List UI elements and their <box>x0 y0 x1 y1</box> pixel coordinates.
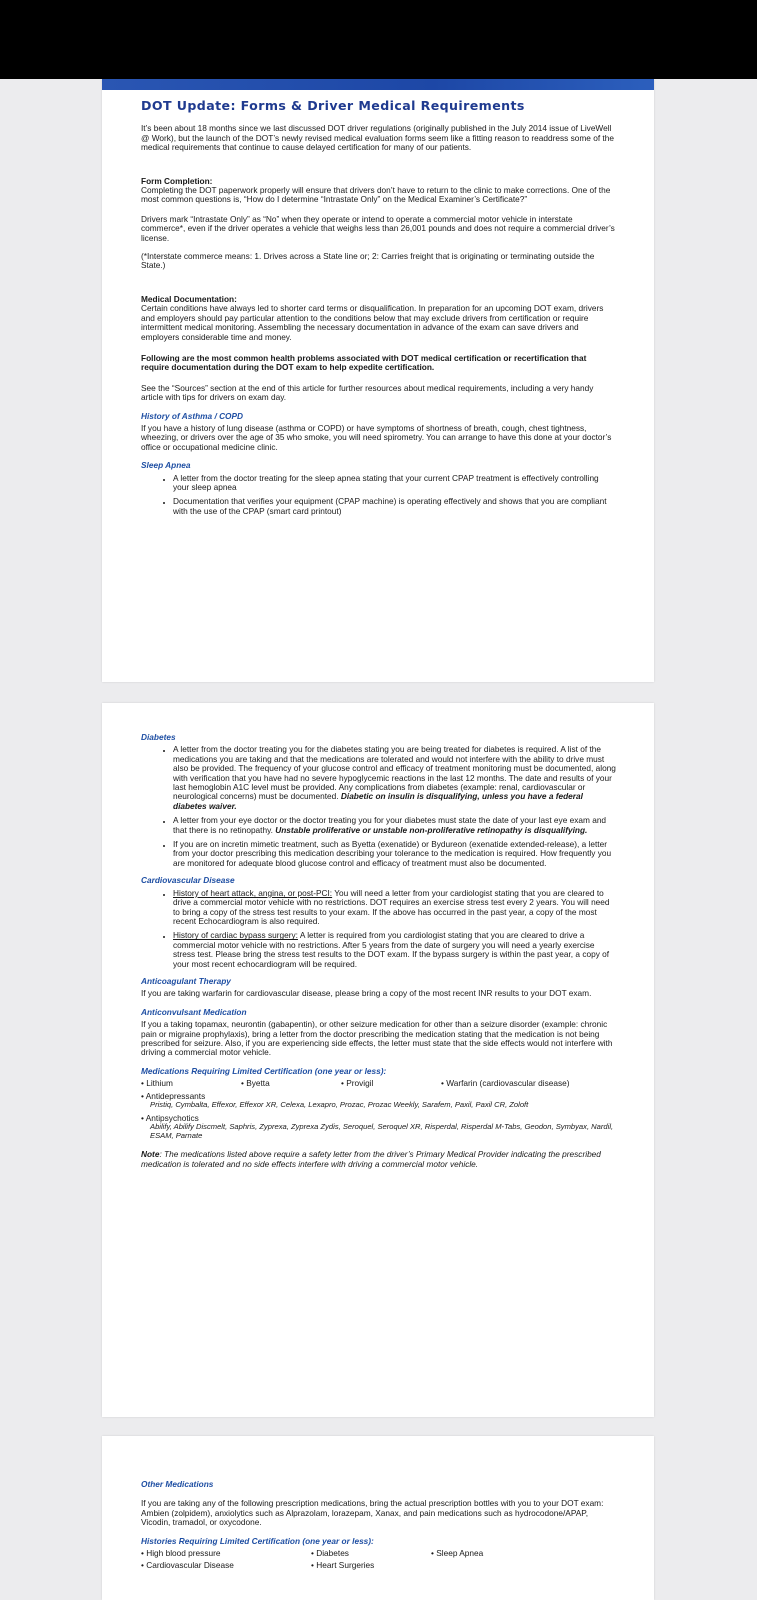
history-item: • Heart Surgeries <box>311 1560 375 1571</box>
cardio-item-2-title: History of cardiac bypass surgery: <box>173 930 298 941</box>
med-item: • Byetta <box>241 1078 270 1089</box>
antidepressants-label: • Antidepressants <box>141 1090 206 1101</box>
asthma-text: If you have a history of lung disease (asthma or COPD) or have symptoms of shortness of breath, cough, chest tightness, wheezing, or drivers over the age of 35 who smoke, you will need spirometry. You can arrange to have this done at your doctor’s office or occupational medicine clinic. <box>141 422 612 452</box>
note-label: Note <box>141 1149 160 1160</box>
list-item <box>173 745 616 811</box>
cardio-item-2-text: A letter is required from you cardiologist stating that you are cleared to drive a commercial motor vehicle with no restrictions. After 5 years from the date of surgery you will need a yearly exercise stress test. Please bring the stress test results to the DOT exam. If the bypass surgery is within the past year, a copy of your most recent echocardiogram will be required. <box>173 930 610 969</box>
list-item <box>173 931 616 969</box>
antidepressants-group <box>141 1092 616 1110</box>
note-paragraph <box>141 1150 616 1169</box>
anticoagulant-heading: Anticoagulant Therapy <box>141 975 231 986</box>
diabetes-item-2-text: A letter from your eye doctor or the doctor treating you for your diabetes must state the date of your last eye exam and that there is no retinopathy. <box>173 815 607 835</box>
header-blue-band <box>102 79 654 90</box>
document-page-2 <box>102 703 654 1417</box>
medical-documentation-heading: Medical Documentation: <box>141 293 237 304</box>
medications-limited-heading: Medications Requiring Limited Certification (one year or less): <box>141 1065 387 1076</box>
interstate-note: (*Interstate commerce means: 1. Drives across a State line or; 2: Carries freight that is originating or terminating outside the State.) <box>141 251 595 271</box>
anticonvulsant-text: If you a taking topamax, neurontin (gabapentin), or other seizure medication for other than a seizure disorder (example: chronic pain or migraine prophylaxis), bring a letter from the doctor prescribing the medication stating that the medication is not being prescribed for seizure. Also, if you are experiencing side effects, the letter must state that the side effects would not interfere with driving a commercial motor vehicle. <box>141 1019 613 1058</box>
history-item: • High blood pressure <box>141 1548 221 1559</box>
other-medications-heading: Other Medications <box>141 1479 214 1489</box>
list-item <box>173 816 616 835</box>
page-title: DOT Update: Forms & Driver Medical Requirements <box>141 98 525 113</box>
page-3-content <box>141 1480 616 1574</box>
history-item: • Diabetes <box>311 1548 349 1559</box>
form-completion-heading: Form Completion: <box>141 175 213 186</box>
med-item: • Lithium <box>141 1078 173 1089</box>
medical-documentation-text: Certain conditions have always led to shorter card terms or disqualification. In preparation for an upcoming DOT exam, drivers and employers should pay particular attention to the conditions below that may exclude drivers from certification or require intermittent medical monitoring. Assembling the necessary documentation in advance of the exam can save drivers and employers considerable time and money. <box>141 303 604 342</box>
sources-paragraph: See the “Sources” section at the end of this article for further resources about medical requirements, including a very handy article with tips for drivers on exam day. <box>141 382 594 403</box>
list-item: • A letter from the doctor treating for the sleep apnea stating that your current CPAP treatment is effectively controlling your sleep apnea <box>173 474 616 493</box>
cardio-item-1-text: You will need a letter from your cardiologist stating that you are cleared to drive a commercial motor vehicle with no restrictions. DOT requires an exercise stress test every 2 years. You will need to bring a copy of the stress test results to your exam. If the above has occurred in the past year, a copy of the most recent Echocardiogram is also required. <box>173 887 610 926</box>
antipsychotics-label: • Antipsychotics <box>141 1112 199 1123</box>
cardio-item-1-title: History of heart attack, angina, or post-PCI: <box>173 887 333 898</box>
diabetes-item-1-text: A letter from the doctor treating you for the diabetes stating you are being treated for diabetes is required. A list of the medications you are taking and that the medications are tolerated and would not interfere with the ability to drive must also be provided. The frequency of your glucose control and efficacy of treatment monitoring must be documented, along with verification that you have had no severe hypoglycemic reactions in the last 12 months. The date and results of your last hemoglobin A1C level must be provided. Any complications from diabetes (example: renal, cardiovascular or neurological concerns) must be documented. <box>173 744 616 802</box>
history-item: • Cardiovascular Disease <box>141 1560 234 1571</box>
sleep-apnea-list <box>141 474 616 517</box>
histories-row <box>141 1561 616 1570</box>
antidepressants-names: Pristiq, Cymbalta, Effexor, Effexor XR, Celexa, Lexapro, Prozac, Prozac Weekly, Sarafem, Paxil, Paxil CR, Zoloft <box>150 1100 529 1109</box>
med-item: • Warfarin (cardiovascular disease) <box>441 1078 570 1089</box>
intro-paragraph: It’s been about 18 months since we last discussed DOT driver regulations (originally published in the July 2014 issue of LiveWell @ Work), but the launch of the DOT’s newly revised medical evaluation forms seem like a fitting reason to readdress some of the medical requirements that continue to cause delayed certification for many of our patients. <box>141 123 614 153</box>
cardio-heading: Cardiovascular Disease <box>141 875 235 886</box>
list-item <box>173 889 616 927</box>
antipsychotics-names: Abilify, Abilify Discmelt, Saphris, Zyprexa, Zyprexa Zydis, Seroquel, Seroquel XR, Risperdal, Risperdal M-Tabs, Geodon, Symbyax, Nardil, ESAM, Parnate <box>150 1122 614 1140</box>
histories-heading: Histories Requiring Limited Certification (one year or less): <box>141 1535 374 1546</box>
diabetes-list <box>141 745 616 868</box>
intrastate-text: Drivers mark “Intrastate Only” as “No” when they operate or intend to operate a commercial motor vehicle in interstate commerce*, even if the driver operates a vehicle that weighs less than 26,001 pounds and does not require a commercial driver’s license. <box>141 213 615 243</box>
anticonvulsant-heading: Anticonvulsant Medication <box>141 1006 247 1017</box>
sleep-apnea-heading: Sleep Apnea <box>141 460 191 471</box>
following-bold-paragraph: Following are the most common health problems associated with DOT medical certification or recertification that require documentation during the DOT exam to help expedite certification. <box>141 352 587 373</box>
top-black-bar <box>0 0 757 79</box>
anticoagulant-text: If you are taking warfarin for cardiovascular disease, please bring a copy of the most recent INR results to your DOT exam. <box>141 988 592 999</box>
other-medications-text: If you are taking any of the following prescription medications, bring the actual prescription bottles with you to your DOT exam: Ambien (zolpidem), anxiolytics such as Alprazolam, lorazepam, Xanax, and pain medications such as hydrocodone/APAP, Vicodin, tramadol, or oxycodone. <box>141 1498 604 1528</box>
history-item: • Sleep Apnea <box>431 1548 484 1559</box>
diabetes-item-1-bold: Diabetic on insulin is disqualifying, unless you have a federal diabetes waiver. <box>173 791 583 811</box>
page-2-content <box>141 733 616 1178</box>
medications-row <box>141 1079 616 1088</box>
cardio-list <box>141 889 616 969</box>
histories-row <box>141 1549 616 1558</box>
document-page-3 <box>102 1436 654 1600</box>
asthma-heading: History of Asthma / COPD <box>141 410 244 421</box>
form-completion-text: Completing the DOT paperwork properly will ensure that drivers don’t have to return to the clinic to make corrections. One of the most common questions is, “How do I determine “Intrastate Only” on the Medical Examiner’s Certificate?” <box>141 185 611 205</box>
diabetes-heading: Diabetes <box>141 732 176 742</box>
page-1-content <box>141 98 616 524</box>
diabetes-item-2-bold: Unstable proliferative or unstable non-proliferative retinopathy is disqualifying. <box>275 824 588 835</box>
list-item: • If you are on incretin mimetic treatment, such as Byetta (exenatide) or Bydureon (exenatide extended-release), a letter from your doctor prescribing this medication describing your tolerance to the medication is required. How frequently you are monitored for adequate blood glucose control and efficacy of treatment must also be documented. <box>173 840 616 868</box>
note-text: : The medications listed above require a safety letter from the driver’s Primary Medical Provider indicating the prescribed medication is tolerated and no side effects interfere with driving a commercial motor vehicle. <box>141 1149 601 1169</box>
document-page-1 <box>102 79 654 682</box>
antipsychotics-group <box>141 1114 616 1141</box>
list-item: • Documentation that verifies your equipment (CPAP machine) is operating effectively and shows that you are compliant with the use of the CPAP (smart card printout) <box>173 497 616 516</box>
med-item: • Provigil <box>341 1078 374 1089</box>
